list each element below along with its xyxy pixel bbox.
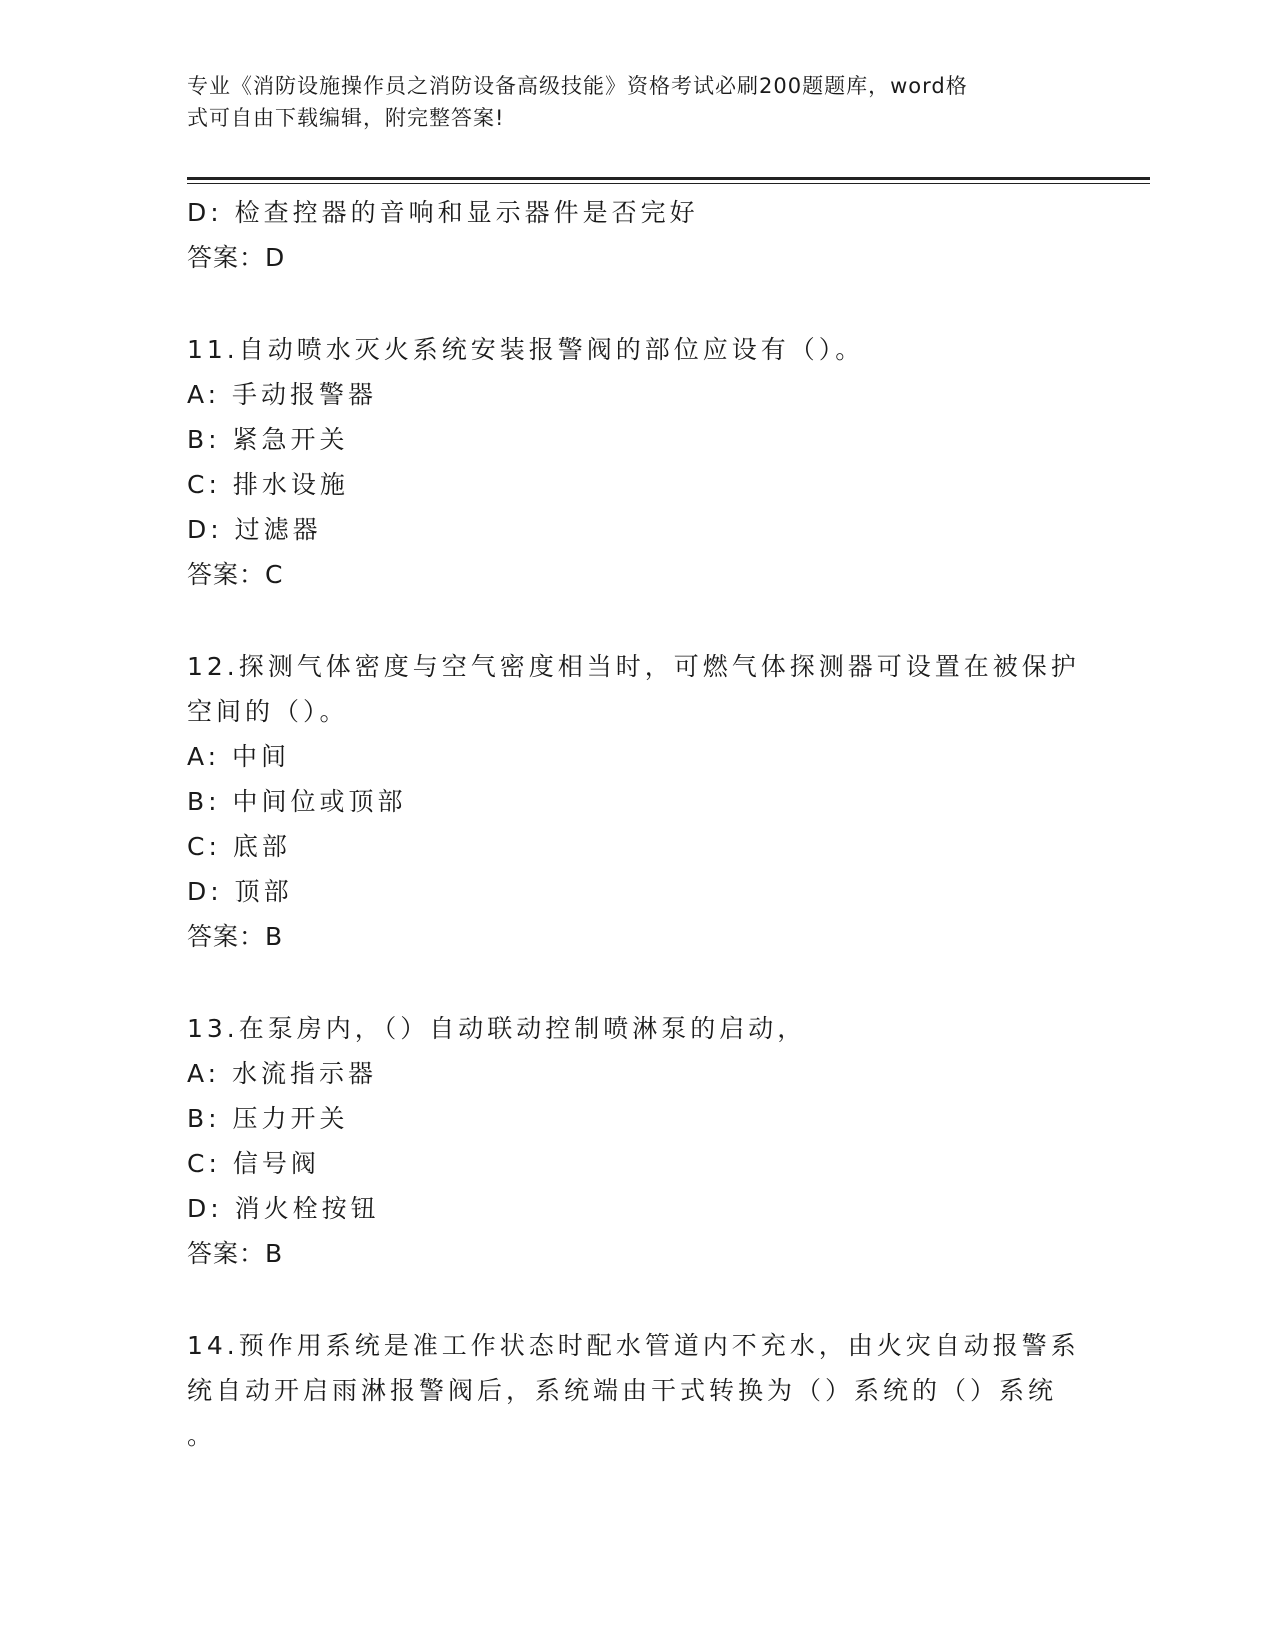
option-a: A: 水流指示器 [187,1059,378,1088]
spacer [187,959,1067,1006]
question-12 [187,644,1080,959]
question-11 [187,327,1067,597]
header-divider-thin [187,183,1150,184]
option-b: B: 中间位或顶部 [187,787,407,816]
answer: 答案：B [187,922,284,951]
answer: 答案：C [187,560,284,589]
question-list [187,190,1080,1458]
option-b: B: 压力开关 [187,1104,349,1133]
spacer [187,280,1067,327]
question-stem: 11.自动喷水灭火系统安装报警阀的部位应设有（）。 [187,335,865,364]
header-line-2: 式可自由下载编辑，附完整答案! [187,106,505,130]
question-14 [187,1323,1080,1458]
option-c: C: 排水设施 [187,470,349,499]
question-stem-line-2: 空间的（）。 [187,697,349,726]
question-13 [187,1006,1067,1276]
option-d: D: 顶部 [187,877,293,906]
question-stem-line-1: 14.预作用系统是准工作状态时配水管道内不充水，由火灾自动报警系 [187,1331,1080,1360]
question-stem-line-2: 统自动开启雨淋报警阀后，系统端由干式转换为（）系统的（）系统 [187,1376,1058,1405]
prev-question-answer: 答案：D [187,243,286,272]
option-d: D: 过滤器 [187,515,322,544]
option-d: D: 消火栓按钮 [187,1194,380,1223]
option-b: B: 紧急开关 [187,425,349,454]
option-a: A: 手动报警器 [187,380,378,409]
option-a: A: 中间 [187,742,291,771]
question-stem-line-1: 12.探测气体密度与空气密度相当时，可燃气体探测器可设置在被保护 [187,652,1080,681]
option-c: C: 底部 [187,832,291,861]
page-header [187,70,1067,134]
header-line-1: 专业《消防设施操作员之消防设备高级技能》资格考试必刷200题题库，word格 [187,74,968,98]
question-stem-line-3: 。 [187,1421,217,1450]
spacer [187,597,1067,644]
spacer [187,1276,1067,1323]
option-c: C: 信号阀 [187,1149,320,1178]
header-divider-thick [187,177,1150,180]
answer: 答案：B [187,1239,284,1268]
prev-question-option-d: D: 检查控器的音响和显示器件是否完好 [187,198,699,227]
question-stem: 13.在泵房内，（）自动联动控制喷淋泵的启动， [187,1014,807,1043]
